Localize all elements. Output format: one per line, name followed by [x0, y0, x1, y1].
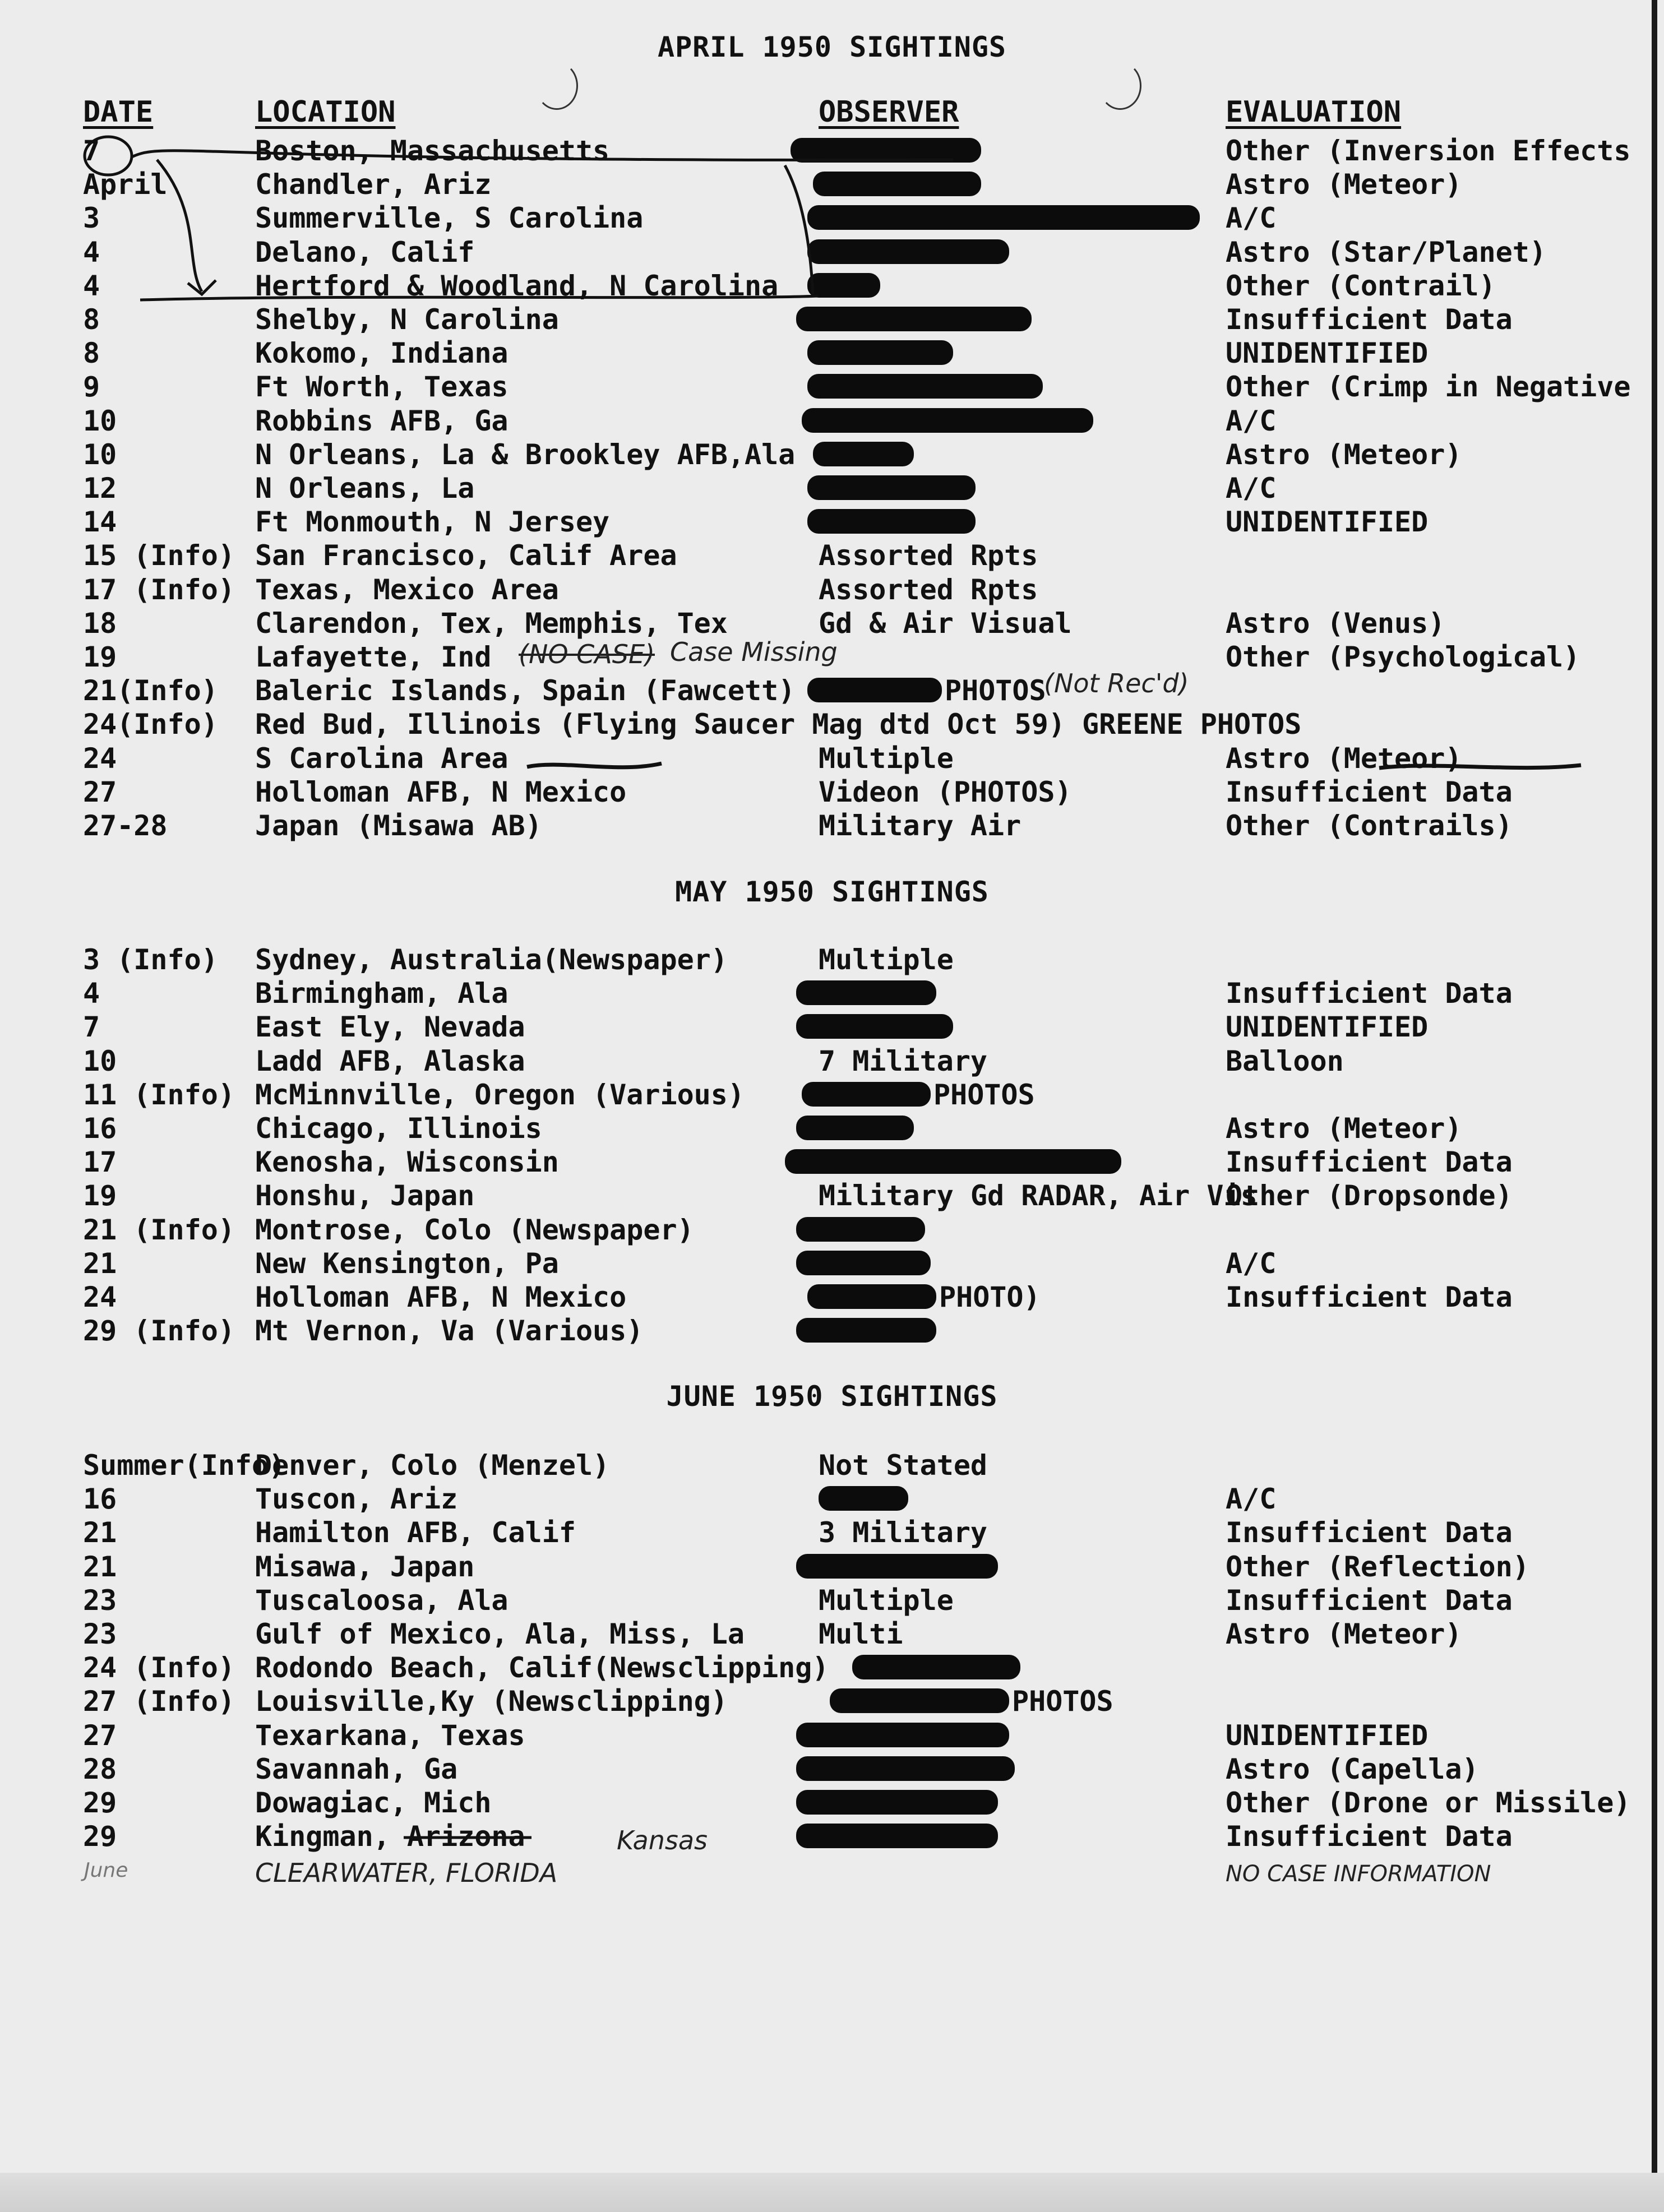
- cell-date: Summer(Info): [83, 1449, 286, 1482]
- cell-evaluation: Other (Dropsonde): [1226, 1179, 1513, 1213]
- cell-observer: 7 Military: [819, 1044, 988, 1077]
- cell-location: N Orleans, La & Brookley AFB,Ala: [255, 438, 796, 471]
- scribble-1: [527, 763, 662, 767]
- cell-evaluation: A/C: [1226, 472, 1277, 505]
- cell-date: 17 (Info): [83, 573, 235, 606]
- cell-date: 16: [83, 1483, 117, 1516]
- cell-evaluation: UNIDENTIFIED: [1226, 337, 1429, 370]
- cell-observer: PHOTO): [939, 1281, 1041, 1313]
- cell-evaluation: Insufficient Data: [1226, 1820, 1513, 1853]
- cell-location: Boston, Massachusetts: [255, 135, 610, 167]
- cell-location: Gulf of Mexico, Ala, Miss, La: [255, 1618, 745, 1650]
- cell-evaluation: A/C: [1226, 1483, 1277, 1516]
- cell-date: 16: [83, 1112, 117, 1145]
- cell-date: 21: [83, 1247, 117, 1280]
- cell-date: 10: [83, 1044, 117, 1077]
- strike-line-bottom: [140, 296, 819, 300]
- section-title-june: JUNE 1950 SIGHTINGS: [666, 1380, 998, 1413]
- cell-location: Texarkana, Texas: [255, 1719, 525, 1752]
- cell-evaluation: Insufficient Data: [1226, 1516, 1513, 1549]
- cell-location: Kingman, Arizona: [255, 1820, 525, 1853]
- cell-evaluation: Astro (Meteor): [1226, 168, 1462, 201]
- cell-date: 19: [83, 1179, 117, 1213]
- cell-location: Shelby, N Carolina: [255, 303, 559, 336]
- cell-date: 19: [83, 641, 117, 673]
- cell-location: Clarendon, Tex, Memphis, Tex: [255, 607, 728, 640]
- cell-observer: Videon (PHOTOS): [819, 775, 1072, 808]
- cell-location: Rodondo Beach, Calif(Newsclipping): [255, 1651, 829, 1685]
- cell-date: 4: [83, 269, 100, 302]
- cell-evaluation: Other (Reflection): [1226, 1550, 1529, 1583]
- cell-date: 24 (Info): [83, 1651, 235, 1685]
- handwritten-no-case-info: NO CASE INFORMATION: [1226, 1861, 1491, 1887]
- cell-evaluation: Insufficient Data: [1226, 1281, 1513, 1313]
- section-title-april: APRIL 1950 SIGHTINGS: [657, 31, 1007, 63]
- handwritten-not-recd: (Not Rec'd): [1044, 668, 1189, 698]
- cell-evaluation: Other (Contrails): [1226, 809, 1513, 842]
- cell-evaluation: Astro (Star/Planet): [1226, 235, 1546, 269]
- cell-location: Lafayette, Ind: [255, 641, 492, 673]
- cell-date: 28: [83, 1752, 117, 1785]
- cell-location: Denver, Colo (Menzel): [255, 1449, 610, 1482]
- cell-location: McMinnville, Oregon (Various): [255, 1078, 745, 1111]
- cell-location: S Carolina Area: [255, 742, 509, 775]
- cell-date: 27-28: [83, 809, 168, 842]
- cell-date: 24(Info): [83, 708, 218, 741]
- cell-location: Japan (Misawa AB): [255, 809, 542, 842]
- cell-evaluation: A/C: [1226, 202, 1277, 235]
- cell-observer: PHOTOS: [945, 674, 1046, 707]
- arrow-head: [188, 280, 216, 294]
- cell-observer: Multi: [819, 1618, 903, 1650]
- cell-location: Montrose, Colo (Newspaper): [255, 1213, 694, 1246]
- cell-evaluation: UNIDENTIFIED: [1226, 1719, 1429, 1752]
- cell-date: 27: [83, 1719, 117, 1752]
- header-location: LOCATION: [255, 95, 396, 129]
- cell-location: Tuscon, Ariz: [255, 1483, 458, 1516]
- cell-observer: Multiple: [819, 1584, 954, 1617]
- date-circle-mark: [85, 137, 132, 175]
- cell-evaluation: Other (Contrail): [1226, 269, 1496, 302]
- struck-no-case: (NO CASE): [519, 639, 655, 669]
- cell-location: Sydney, Australia(Newspaper): [255, 943, 728, 976]
- cell-date: 7: [83, 1011, 100, 1044]
- cell-evaluation: Other (Drone or Missile): [1226, 1787, 1631, 1819]
- cell-evaluation: UNIDENTIFIED: [1226, 506, 1429, 539]
- cell-date: April: [83, 168, 168, 201]
- cell-date: 21: [83, 1516, 117, 1549]
- cell-location: Misawa, Japan: [255, 1550, 475, 1583]
- cell-date: 18: [83, 607, 117, 640]
- cell-location: Ladd AFB, Alaska: [255, 1044, 525, 1077]
- cell-location: Holloman AFB, N Mexico: [255, 1281, 627, 1313]
- cell-date: 29: [83, 1820, 117, 1853]
- cell-date: 29 (Info): [83, 1315, 235, 1348]
- cell-date: 23: [83, 1618, 117, 1650]
- cell-evaluation: Other (Crimp in Negative: [1226, 371, 1631, 404]
- cell-location: New Kensington, Pa: [255, 1247, 559, 1280]
- cell-location: Chandler, Ariz: [255, 168, 492, 201]
- cell-date: 8: [83, 303, 100, 336]
- strike-line-top: [132, 151, 953, 160]
- cell-location: Holloman AFB, N Mexico: [255, 775, 627, 808]
- cell-evaluation: Astro (Meteor): [1226, 1112, 1462, 1145]
- cell-location: Hamilton AFB, Calif: [255, 1516, 576, 1549]
- cell-observer: PHOTOS: [1012, 1685, 1113, 1718]
- cell-observer: Multiple: [819, 742, 954, 775]
- cell-evaluation: A/C: [1226, 404, 1277, 437]
- bracket-line: [785, 165, 813, 294]
- cell-date: 24: [83, 742, 117, 775]
- cell-evaluation: Insufficient Data: [1226, 1584, 1513, 1617]
- cell-observer: Multiple: [819, 943, 954, 976]
- cell-location: East Ely, Nevada: [255, 1011, 525, 1044]
- cell-evaluation: UNIDENTIFIED: [1226, 1011, 1429, 1044]
- cell-date: 21 (Info): [83, 1213, 235, 1246]
- cell-evaluation: Other (Psychological): [1226, 641, 1580, 673]
- cell-location: Red Bud, Illinois (Flying Saucer Mag dtd Oct 59) GREENE PHOTOS: [255, 708, 1302, 741]
- cell-observer: Not Stated: [819, 1449, 988, 1482]
- handwritten-june: June: [84, 1859, 128, 1882]
- cell-location: Birmingham, Ala: [255, 977, 509, 1010]
- cell-evaluation: Insufficient Data: [1226, 977, 1513, 1010]
- cell-evaluation: Astro (Meteor): [1226, 1618, 1462, 1650]
- cell-date: 3 (Info): [83, 943, 218, 976]
- handwritten-kansas: Kansas: [617, 1825, 708, 1855]
- cell-location: Tuscaloosa, Ala: [255, 1584, 509, 1617]
- cell-location: Delano, Calif: [255, 235, 475, 269]
- scribble-2: [1379, 765, 1581, 768]
- cell-location: Ft Monmouth, N Jersey: [255, 506, 610, 539]
- cell-observer: 3 Military: [819, 1516, 988, 1549]
- cell-date: 4: [83, 977, 100, 1010]
- cell-date: 24: [83, 1281, 117, 1313]
- cell-location: Savannah, Ga: [255, 1752, 458, 1785]
- cell-location: Texas, Mexico Area: [255, 573, 559, 606]
- cell-location: Mt Vernon, Va (Various): [255, 1315, 644, 1348]
- header-evaluation: EVALUATION: [1226, 95, 1402, 129]
- header-date: DATE: [83, 95, 154, 129]
- cell-observer: Military Air: [819, 809, 1021, 842]
- cell-evaluation: Astro (Meteor): [1226, 438, 1462, 471]
- cell-evaluation: A/C: [1226, 1247, 1277, 1280]
- cell-location: Dowagiac, Mich: [255, 1787, 492, 1819]
- cell-date: 10: [83, 404, 117, 437]
- cell-date: 9: [83, 371, 100, 404]
- cell-date: 27 (Info): [83, 1685, 235, 1718]
- cell-location: Chicago, Illinois: [255, 1112, 542, 1145]
- cell-date: 10: [83, 438, 117, 471]
- cell-observer: Gd & Air Visual: [819, 607, 1072, 640]
- cell-location: San Francisco, Calif Area: [255, 539, 677, 572]
- cell-evaluation: Balloon: [1226, 1044, 1344, 1077]
- cell-location: Kokomo, Indiana: [255, 337, 509, 370]
- cell-date: 14: [83, 506, 117, 539]
- cell-location: N Orleans, La: [255, 472, 475, 505]
- cell-date: 27: [83, 775, 117, 808]
- cell-location: Louisville,Ky (Newsclipping): [255, 1685, 728, 1718]
- cell-evaluation: Insufficient Data: [1226, 775, 1513, 808]
- cell-date: 21: [83, 1550, 117, 1583]
- header-observer: OBSERVER: [819, 95, 959, 129]
- cell-evaluation: Insufficient Data: [1226, 1146, 1513, 1179]
- cell-location: Hertford & Woodland, N Carolina: [255, 269, 779, 302]
- arrow-line: [157, 160, 202, 291]
- cell-observer: PHOTOS: [933, 1078, 1035, 1111]
- cell-location: Kenosha, Wisconsin: [255, 1146, 559, 1179]
- cell-observer: Assorted Rpts: [819, 539, 1038, 572]
- cell-date: 21(Info): [83, 674, 218, 707]
- cell-date: 17: [83, 1146, 117, 1179]
- cell-evaluation: Other (Inversion Effects: [1226, 135, 1631, 167]
- cell-location: Robbins AFB, Ga: [255, 404, 509, 437]
- cell-evaluation: Astro (Meteor): [1226, 742, 1462, 775]
- handwritten-clearwater: CLEARWATER, FLORIDA: [255, 1858, 558, 1888]
- cell-evaluation: Insufficient Data: [1226, 303, 1513, 336]
- cell-date: 8: [83, 337, 100, 370]
- cell-date: 29: [83, 1787, 117, 1819]
- section-title-may: MAY 1950 SIGHTINGS: [675, 876, 989, 908]
- cell-observer: Assorted Rpts: [819, 573, 1038, 606]
- cell-date: 15 (Info): [83, 539, 235, 572]
- handwritten-case-missing: Case Missing: [670, 637, 838, 667]
- cell-date: 7: [83, 135, 100, 167]
- cell-location: Honshu, Japan: [255, 1179, 475, 1213]
- cell-date: 12: [83, 472, 117, 505]
- cell-date: 11 (Info): [83, 1078, 235, 1111]
- cell-date: 3: [83, 202, 100, 235]
- cell-evaluation: Astro (Venus): [1226, 607, 1445, 640]
- cell-evaluation: Astro (Capella): [1226, 1752, 1479, 1785]
- cell-date: 4: [83, 235, 100, 269]
- cell-date: 23: [83, 1584, 117, 1617]
- cell-observer: Military Gd RADAR, Air Vis: [819, 1179, 1258, 1213]
- cell-location: Summerville, S Carolina: [255, 202, 644, 235]
- cell-location: Baleric Islands, Spain (Fawcett): [255, 674, 796, 707]
- cell-location: Ft Worth, Texas: [255, 371, 509, 404]
